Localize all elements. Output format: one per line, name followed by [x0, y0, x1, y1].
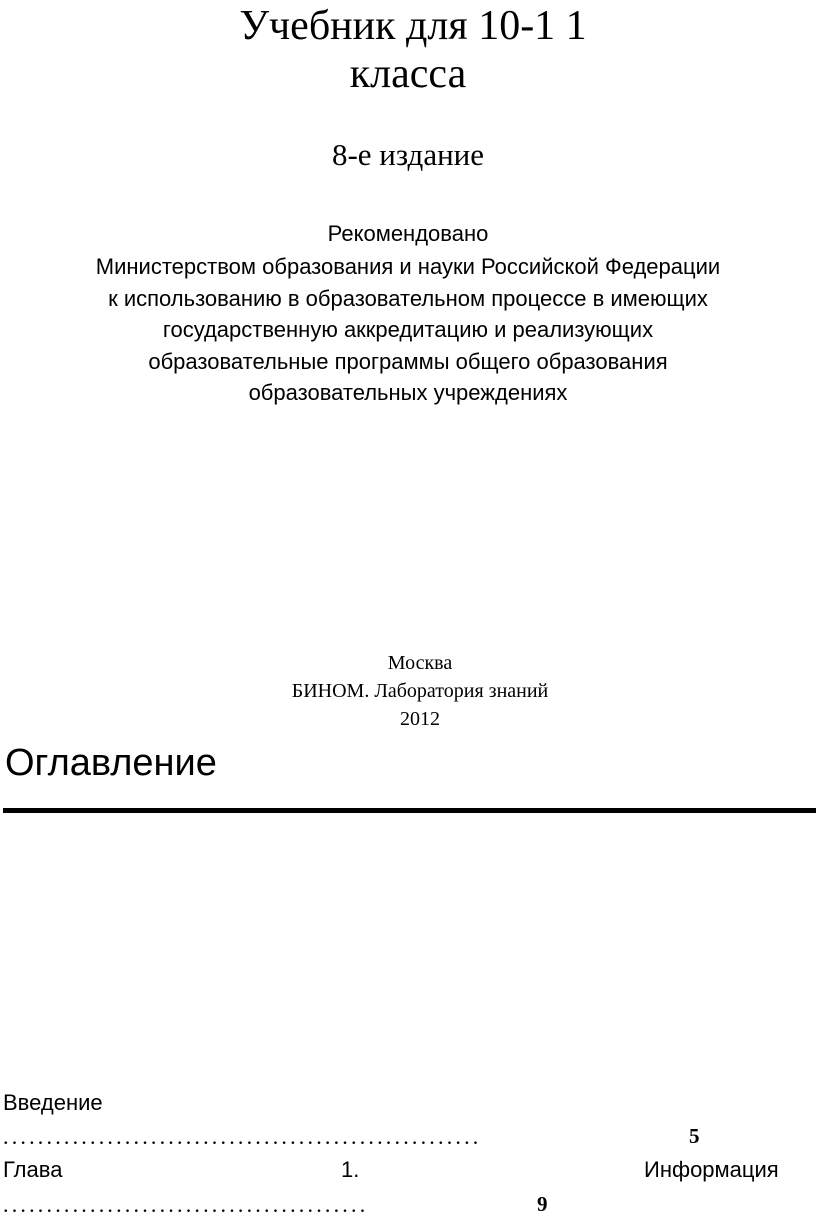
recommendation-line: образовательных учреждениях: [248, 380, 568, 405]
toc-entry-introduction-leader: .......................................................: [3, 1124, 482, 1149]
toc-entry-chapter-1-page[interactable]: 9: [537, 1192, 548, 1216]
recommendation-line: Министерством образования и науки Российской Федерации: [95, 254, 721, 279]
imprint-publisher: БИНОМ. Лаборатория знаний: [291, 680, 549, 702]
toc-entry-introduction-label[interactable]: Введение: [3, 1090, 103, 1115]
edition-label: 8-е издание: [331, 137, 485, 172]
toc-entry-chapter-1-title[interactable]: Информация: [644, 1157, 779, 1182]
recommendation-line: образовательные программы общего образования: [148, 348, 668, 374]
recommendation-line: государственную аккредитацию и реализующих: [162, 317, 654, 342]
imprint-city: Москва: [387, 652, 453, 674]
toc-heading: Оглавление: [5, 742, 217, 784]
book-title-line-2: класса: [349, 51, 467, 97]
recommendation-block: [0, 220, 816, 409]
imprint-year: 2012: [400, 708, 440, 730]
recommendation-heading: Рекомендовано: [327, 221, 489, 246]
toc-entry-chapter-1-number[interactable]: 1.: [341, 1157, 360, 1182]
toc-entry-chapter-1-label[interactable]: Глава: [3, 1157, 63, 1182]
toc-divider: [3, 808, 816, 813]
toc-entry-introduction-page[interactable]: 5: [689, 1124, 700, 1148]
recommendation-text: [0, 251, 816, 409]
toc-entry-chapter-1-leader: ..........................................: [3, 1192, 369, 1217]
recommendation-line: к использованию в образовательном процессе в имеющих: [108, 285, 708, 311]
book-title-line-1: Учебник для 10-1 1: [239, 3, 587, 49]
